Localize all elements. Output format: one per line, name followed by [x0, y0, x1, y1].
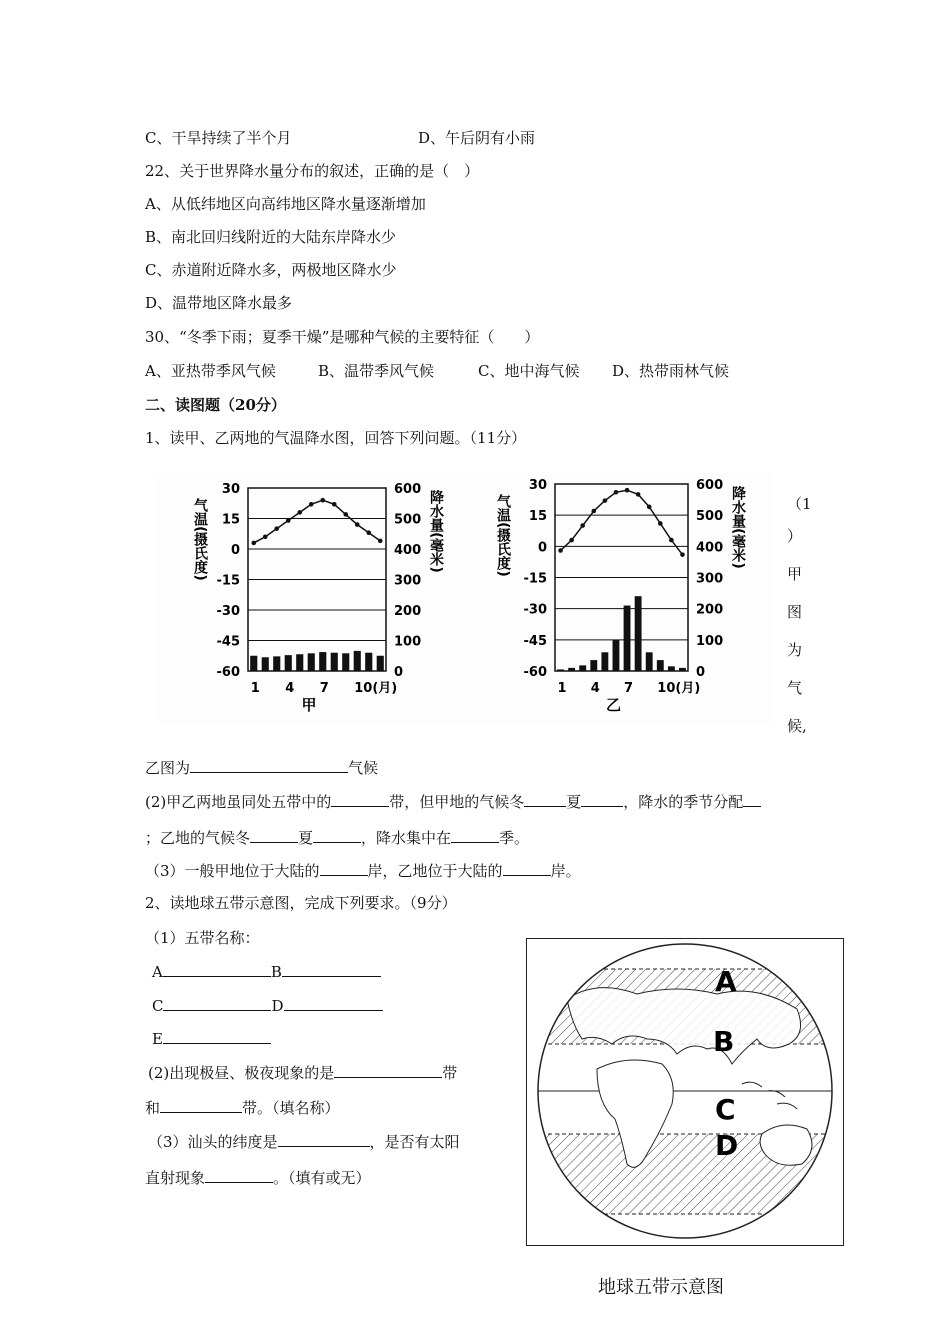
blank-zone-b[interactable] [282, 961, 381, 977]
q22-stem: 22、关于世界降水量分布的叙述，正确的是（ ） [145, 162, 480, 180]
blank-zone[interactable] [331, 791, 389, 807]
blank-zone-d[interactable] [284, 995, 383, 1011]
vtext-0: （1 [787, 495, 812, 513]
globe-caption: 地球五带示意图 [598, 1277, 724, 1298]
blank-jia-coast[interactable] [320, 860, 368, 876]
q2-p2-d: 带。（填名称） [242, 1099, 340, 1117]
s2-q2-p2-line1 [148, 1062, 457, 1083]
p2-b: 带，但甲地的气候冬 [389, 793, 525, 811]
yi-temp-point [558, 548, 563, 553]
label-e: E [152, 1030, 163, 1048]
jia-x-tick: 4 [285, 681, 295, 696]
q2-p3-a: （3）汕头的纬度是 [148, 1133, 278, 1151]
yi-precip-bar [679, 668, 686, 671]
jia-temp-point [274, 526, 279, 531]
jia-left-tick: 15 [221, 512, 240, 528]
jia-temp-point [366, 530, 371, 535]
jia-left-tick: -60 [216, 665, 240, 680]
yi-precip-bar [657, 660, 664, 671]
yi-left-tick: 0 [537, 540, 547, 556]
q22-option-d: D、温带地区降水最多 [145, 294, 293, 312]
yi-x-tick: 7 [624, 681, 634, 696]
yi-x-tick: 10(月) [657, 681, 701, 696]
jia-ylabel-left: 气温(摄氏度) [192, 498, 208, 581]
yi-precip-bar [579, 665, 586, 671]
jia-chart-title: 甲 [301, 696, 317, 714]
p2-a: (2)甲乙两地虽同处五带中的 [145, 793, 332, 811]
yi-right-tick: 200 [696, 602, 724, 618]
blank-yi-coast[interactable] [503, 860, 551, 876]
yi-ylabel-right: 降水量(毫米) [730, 486, 746, 569]
vtext-3: 图 [787, 603, 803, 621]
jia-ylabel-right: 降水量(毫米) [428, 490, 444, 573]
vtext-6: 候, [787, 717, 807, 735]
jia-right-tick: 400 [394, 543, 422, 558]
jia-left-tick: -15 [216, 573, 240, 589]
jia-precip-bar [250, 656, 257, 671]
zone-names-row2 [152, 995, 383, 1016]
q-prev-option-c: C、干旱持续了半个月 [145, 129, 292, 147]
yi-temp-point [603, 498, 608, 503]
yi-temp-point [625, 488, 630, 493]
blank-yi-summer[interactable] [313, 827, 361, 843]
blank-jia-distribution[interactable] [743, 791, 761, 807]
q30-option-c: C、地中海气候 [478, 362, 580, 380]
globe-svg [527, 939, 842, 1244]
jia-temp-point [251, 541, 256, 546]
yi-precip-bar [646, 652, 653, 671]
zone-label-b: B [713, 1025, 735, 1058]
jia-temp-point [320, 498, 325, 503]
jia-temp-point [378, 539, 383, 544]
jia-precip-bar [342, 653, 349, 671]
blank-zone-a[interactable] [163, 961, 271, 977]
climate-charts [158, 474, 773, 724]
p3-c: 岸。 [550, 862, 581, 880]
q30-option-a: A、亚热带季风气候 [145, 362, 276, 380]
blank-polar-2[interactable] [160, 1097, 242, 1113]
jia-left-tick: 0 [230, 543, 240, 558]
jia-precip-bar [308, 653, 315, 671]
yi-temp-point [569, 538, 574, 543]
q2-p2-c: 和 [145, 1099, 161, 1117]
s2-q2-p1: （1）五带名称： [145, 929, 260, 947]
q2-p2-b: 带 [442, 1064, 458, 1082]
s2-q1-p1-vertical [787, 494, 812, 754]
yi-precip-bar [613, 640, 620, 671]
q22-option-a: A、从低纬地区向高纬地区降水量逐渐增加 [145, 195, 426, 213]
label-c: C [152, 997, 164, 1015]
blank-yi-winter[interactable] [250, 827, 298, 843]
polar-cap-south [527, 1214, 842, 1244]
s2-q2-stem: 2、读地球五带示意图，完成下列要求。（9分） [145, 894, 457, 912]
jia-right-tick: 600 [394, 482, 422, 497]
continent-eurasia [567, 988, 801, 1064]
blank-zone-e[interactable] [163, 1028, 271, 1044]
label-d: D [271, 997, 284, 1015]
s2-q1-p3 [145, 860, 581, 881]
p2-c: 夏 [566, 793, 582, 811]
yi-x-tick: 4 [590, 681, 600, 696]
q2-p3-b: ，是否有太阳 [369, 1133, 460, 1151]
p2-e: ；乙地的气候冬 [145, 829, 251, 847]
s2-q1-stem: 1、读甲、乙两地的气温降水图，回答下列问题。（11分） [145, 429, 527, 447]
q30-stem: 30、“冬季下雨；夏季干燥”是哪种气候的主要特征（ ） [145, 328, 540, 346]
islands-southeast-asia [742, 1082, 797, 1109]
jia-right-tick: 300 [394, 573, 422, 589]
jia-precip-bar [365, 653, 372, 671]
s2-q2-p3-line1 [148, 1131, 460, 1152]
blank-jia-summer[interactable] [581, 791, 623, 807]
yi-temp-point [591, 509, 596, 514]
zone-names-row1 [152, 961, 381, 982]
yi-right-tick: 100 [696, 633, 724, 649]
jia-right-tick: 200 [394, 604, 422, 619]
yi-right-tick: 400 [696, 540, 724, 556]
jia-precip-bar [262, 657, 269, 671]
yi-right-tick: 500 [696, 509, 724, 525]
p2-h: 季。 [499, 829, 530, 847]
q30-option-d: D、热带雨林气候 [612, 362, 730, 380]
yi-chart-title: 乙 [605, 696, 622, 714]
jia-right-tick: 100 [394, 634, 422, 650]
vtext-1: ） [787, 527, 803, 545]
yi-temp-point [647, 505, 652, 510]
vtext-5: 气 [787, 679, 803, 697]
jia-x-tick: 10(月) [354, 681, 398, 696]
blank-polar-1[interactable] [334, 1062, 442, 1078]
climate-charts-svg [158, 474, 773, 724]
section2-title: 二、读图题（20分） [145, 396, 286, 414]
jia-temp-point [263, 535, 268, 540]
q2-p2-a: (2)出现极昼、极夜现象的是 [148, 1064, 335, 1082]
p2-d: ，降水的季节分配 [623, 793, 744, 811]
yi-temp-line [561, 490, 683, 554]
jia-x-tick: 1 [250, 681, 260, 696]
yi-left-tick: -30 [523, 602, 547, 618]
zone-label-c: C [715, 1093, 736, 1126]
zone-label-a: A [715, 965, 737, 998]
jia-precip-bar [331, 653, 338, 671]
yi-x-tick: 1 [557, 681, 567, 696]
blank-yi-season[interactable] [451, 827, 499, 843]
yi-precip-bar [624, 606, 631, 671]
jia-temp-point [309, 502, 314, 507]
jia-left-tick: 30 [221, 482, 240, 497]
jia-x-tick: 7 [319, 681, 329, 696]
q2-p3-d: 。（填有或无） [273, 1169, 371, 1187]
zone-label-d: D [715, 1129, 739, 1162]
yi-right-tick: 300 [696, 571, 724, 587]
jia-temp-point [355, 522, 360, 527]
blank-jia-winter[interactable] [524, 791, 566, 807]
vtext-4: 为 [787, 641, 803, 659]
jia-temp-point [286, 518, 291, 523]
yi-temp-point [669, 538, 674, 543]
yi-temp-point [680, 552, 685, 557]
jia-temp-point [343, 512, 348, 517]
q2-p3-c: 直射现象 [145, 1169, 206, 1187]
yi-precip-bar [601, 652, 608, 671]
jia-left-tick: -45 [216, 634, 240, 650]
jia-precip-bar [285, 655, 292, 671]
q30-option-b: B、温带季风气候 [318, 362, 435, 380]
zone-names-row3 [152, 1028, 271, 1049]
jia-right-tick: 500 [394, 512, 422, 528]
blank-shantou-lat[interactable] [278, 1131, 370, 1147]
jia-right-tick: 0 [394, 665, 404, 680]
yi-right-tick: 0 [696, 665, 706, 680]
yi-ylabel-left: 气温(摄氏度) [495, 494, 511, 577]
p3-b: 岸，乙地位于大陆的 [367, 862, 503, 880]
yi-precip-bar [590, 660, 597, 671]
blank-direct-sun[interactable] [205, 1167, 273, 1183]
s2-q2-p3-line2 [145, 1167, 371, 1188]
s2-q2-p2-line2 [145, 1097, 340, 1118]
s2-q1-p1-line2 [145, 757, 378, 778]
yi-temp-point [580, 523, 585, 528]
yi-left-tick: -60 [523, 665, 547, 680]
jia-temp-point [332, 502, 337, 507]
q-prev-option-d: D、午后阴有小雨 [418, 129, 536, 147]
jia-precip-bar [296, 654, 303, 671]
yi-precip-bar [557, 669, 564, 671]
yi-precip-bar [568, 668, 575, 671]
jia-temp-point [297, 510, 302, 515]
p2-g: ，降水集中在 [361, 829, 452, 847]
jia-temp-line [254, 500, 381, 543]
q22-option-b: B、南北回归线附近的大陆东岸降水少 [145, 228, 397, 246]
yi-right-tick: 600 [696, 478, 724, 493]
s2-q1-p2-line1 [145, 791, 761, 812]
jia-precip-bar [377, 656, 384, 671]
q22-option-c: C、赤道附近降水多，两极地区降水少 [145, 261, 397, 279]
blank-yi-climate[interactable] [190, 757, 348, 773]
yi-left-tick: 30 [528, 478, 547, 493]
p2-f: 夏 [298, 829, 314, 847]
jia-precip-bar [273, 656, 280, 671]
yi-precip-bar [668, 666, 675, 671]
p1-line2-b: 气候 [348, 759, 379, 777]
label-b: B [270, 963, 282, 981]
p1-line2-a: 乙图为 [145, 759, 191, 777]
globe-figure [526, 938, 844, 1246]
yi-precip-bar [635, 596, 642, 671]
jia-precip-bar [319, 652, 326, 671]
p3-a: （3）一般甲地位于大陆的 [145, 862, 320, 880]
yi-left-tick: -45 [523, 633, 547, 649]
yi-left-tick: -15 [523, 571, 547, 587]
vtext-2: 甲 [787, 565, 803, 583]
jia-left-tick: -30 [216, 604, 240, 619]
yi-temp-point [658, 521, 663, 526]
label-a: A [152, 963, 163, 981]
jia-precip-bar [354, 651, 361, 671]
blank-zone-c[interactable] [163, 995, 271, 1011]
s2-q1-p2-line2 [145, 827, 529, 848]
yi-left-tick: 15 [528, 509, 547, 525]
yi-temp-point [636, 492, 641, 497]
yi-temp-point [614, 490, 619, 495]
